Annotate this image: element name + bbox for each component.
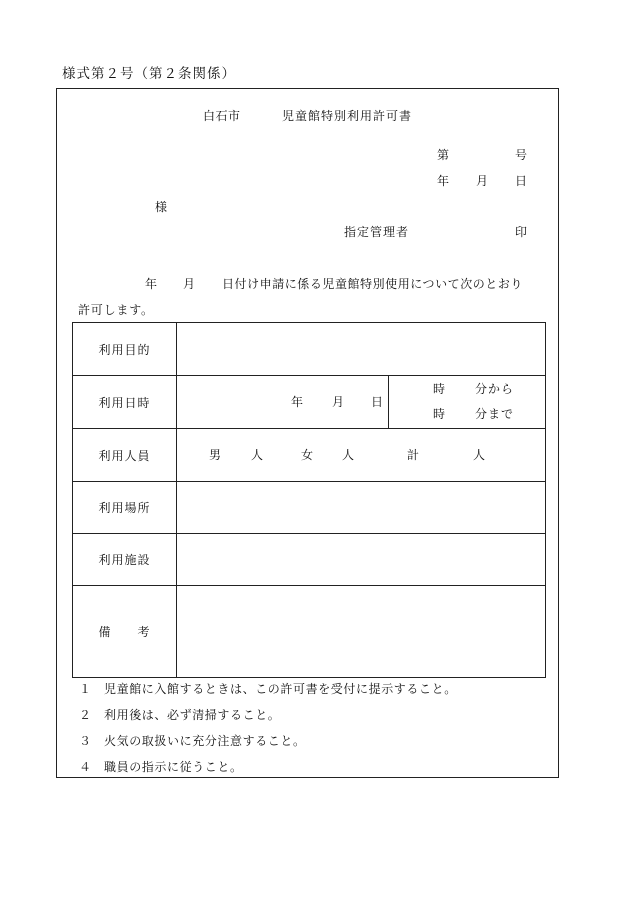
facility-label: 利用施設 — [73, 534, 177, 586]
facility-value — [177, 534, 546, 586]
time-to-minute: 分まで — [475, 407, 515, 421]
row-purpose — [73, 323, 546, 376]
total-label: 計 — [407, 448, 420, 462]
female-label: 女 — [301, 448, 314, 462]
remarks-label: 備 考 — [73, 586, 177, 678]
document-title: 児童館特別利用許可書 — [282, 109, 413, 123]
seal-mark: 印 — [515, 225, 528, 239]
male-label: 男 — [209, 448, 222, 462]
place-value — [177, 482, 546, 534]
form-label: 様式第２号（第２条関係） — [62, 66, 236, 82]
place-label: 利用場所 — [73, 482, 177, 534]
note-number: １ — [79, 682, 92, 696]
date-month: 月 — [332, 395, 345, 409]
row-facility — [73, 534, 546, 586]
issue-year: 年 — [437, 174, 450, 188]
purpose-label: 利用目的 — [73, 323, 177, 376]
note-item — [79, 734, 306, 748]
note-item — [79, 760, 243, 774]
number-suffix: 号 — [515, 148, 528, 162]
note-number: ３ — [79, 734, 92, 748]
row-place — [73, 482, 546, 534]
datetime-divider — [388, 376, 389, 428]
note-text: 火気の取扱いに充分注意すること。 — [104, 734, 306, 748]
issue-month: 月 — [476, 174, 489, 188]
date-year: 年 — [291, 395, 304, 409]
city-name: 白石市 — [203, 109, 241, 123]
date-day: 日 — [371, 395, 384, 409]
people-label: 利用人員 — [73, 429, 177, 482]
total-unit: 人 — [473, 448, 486, 462]
note-text: 利用後は、必ず清掃すること。 — [104, 708, 281, 722]
time-to-hour: 時 — [433, 407, 446, 421]
number-prefix: 第 — [437, 148, 450, 162]
male-unit: 人 — [251, 448, 264, 462]
purpose-value — [177, 323, 546, 376]
note-item — [79, 708, 280, 722]
issue-day: 日 — [515, 174, 528, 188]
body-year: 年 — [145, 277, 158, 291]
note-item — [79, 682, 457, 696]
body-line2: 許可します。 — [78, 303, 154, 317]
manager-label: 指定管理者 — [344, 225, 410, 239]
body-month: 月 — [183, 277, 196, 291]
body-line1: 日付け申請に係る児童館特別使用について次のとおり — [222, 277, 523, 291]
addressee-suffix: 様 — [155, 200, 168, 214]
permit-table — [72, 322, 546, 678]
people-value — [177, 429, 546, 482]
note-number: ２ — [79, 708, 92, 722]
note-number: ４ — [79, 760, 92, 774]
female-unit: 人 — [342, 448, 355, 462]
note-text: 職員の指示に従うこと。 — [104, 760, 243, 774]
time-from-minute: 分から — [475, 382, 515, 396]
time-from-hour: 時 — [433, 382, 446, 396]
row-people — [73, 429, 546, 482]
datetime-value — [177, 376, 546, 429]
remarks-value — [177, 586, 546, 678]
note-text: 児童館に入館するときは、この許可書を受付に提示すること。 — [104, 682, 457, 696]
row-datetime — [73, 376, 546, 429]
row-remarks — [73, 586, 546, 678]
datetime-label: 利用日時 — [73, 376, 177, 429]
